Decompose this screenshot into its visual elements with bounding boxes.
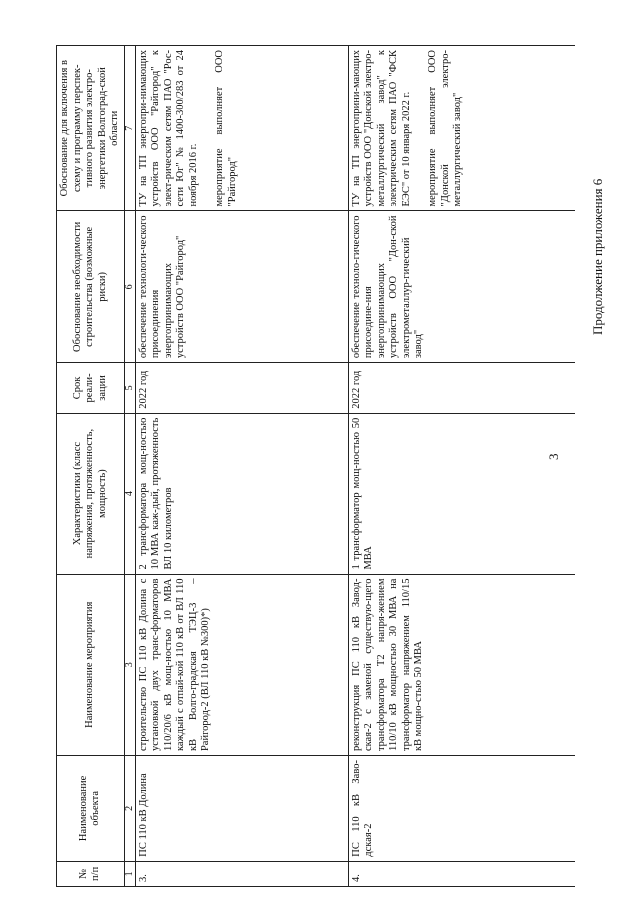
row-basis-cell	[135, 46, 348, 212]
row-object: ПС 110 кВ Долина	[135, 756, 348, 862]
header-necessity: Обоснование необходимости строительства (возможные риски)	[57, 211, 125, 363]
row-number: 4.	[348, 861, 575, 886]
appendix-label: Продолжение приложения 6	[590, 178, 605, 335]
column-number: 5	[124, 363, 135, 414]
header-row	[57, 46, 125, 887]
row-basis-cell	[348, 46, 575, 212]
row-basis-note: мероприятие выполняет ООО "Донской электро-металлургический завод"	[427, 50, 463, 207]
column-number: 2	[124, 756, 135, 862]
column-number: 6	[124, 211, 135, 363]
row-measure: реконструкция ПС 110 кВ Завод-ская-2 с заменой существую-щего трансформатора Т2 напря-жением 110/10 кВ мощностью 30 МВА на трансформатор напряжением 110/15 кВ мощно-стью 50 МВА	[348, 574, 575, 756]
row-object: ПС 110 кВ Заво-дская-2	[348, 756, 575, 862]
row-basis: ТУ на ТП энергопри-нимающих устройств ООО "Райгород" к элект-рическим сетям ПАО "Рос-сети Юг" № 1400-300/283 от 24 ноября 2016 г.	[137, 50, 199, 207]
measures-table	[56, 45, 575, 887]
page-number: 3	[546, 453, 561, 460]
row-term: 2022 год	[135, 363, 348, 414]
table-row	[348, 46, 575, 887]
table-row	[135, 46, 348, 887]
row-necessity: обеспечение техноло-гического присоедине-ния энергопринимающих устройств ООО "Дон-ской электрометаллур-гический завод"	[348, 211, 575, 363]
header-num: № п/п	[57, 861, 125, 886]
row-characteristics: 2 трансформатора мощ-ностью 10 МВА каж-дый, протяженность ВЛ 10 километров	[135, 413, 348, 574]
column-number: 4	[124, 413, 135, 574]
column-number: 1	[124, 861, 135, 886]
column-number: 7	[124, 46, 135, 212]
row-number: 3.	[135, 861, 348, 886]
row-basis-note: мероприятие выполняет ООО "Райгород"	[214, 50, 238, 207]
row-term: 2022 год	[348, 363, 575, 414]
header-measure: Наименование мероприятия	[57, 574, 125, 756]
row-measure: строительство ПС 110 кВ Долина с установкой двух транс-форматоров 110/20/6 кВ мощ-ностью 10 МВА каждый с отпай-кой 110 кВ от ВЛ 110 кВ Волго-градская ТЭЦ-3 – Райгород-2 (ВЛ 110 кВ №300)*)	[135, 574, 348, 756]
header-term: Срок реали-зации	[57, 363, 125, 414]
row-basis: ТУ на ТП энергоприни-мающих устройств ООО "Донской электро-металлургический завод" к электрическим сетям ПАО "ФСК ЕЭС" от 10 января 2022 г.	[350, 50, 412, 207]
column-number: 3	[124, 574, 135, 756]
header-basis: Обоснование для включения в схему и программу перспек-тивного развития электро-энергетики Волгоград-ской области	[57, 46, 125, 212]
header-object: Наименование объекта	[57, 756, 125, 862]
row-necessity: обеспечение технологи-ческого присоединения энергопринимающих устройств ООО "Райгород"	[135, 211, 348, 363]
header-characteristics: Характеристики (класс напряжения, протяженность, мощность)	[57, 413, 125, 574]
column-number-row	[124, 46, 135, 887]
row-characteristics: 1 трансформатор мощ-ностью 50 МВА	[348, 413, 575, 574]
